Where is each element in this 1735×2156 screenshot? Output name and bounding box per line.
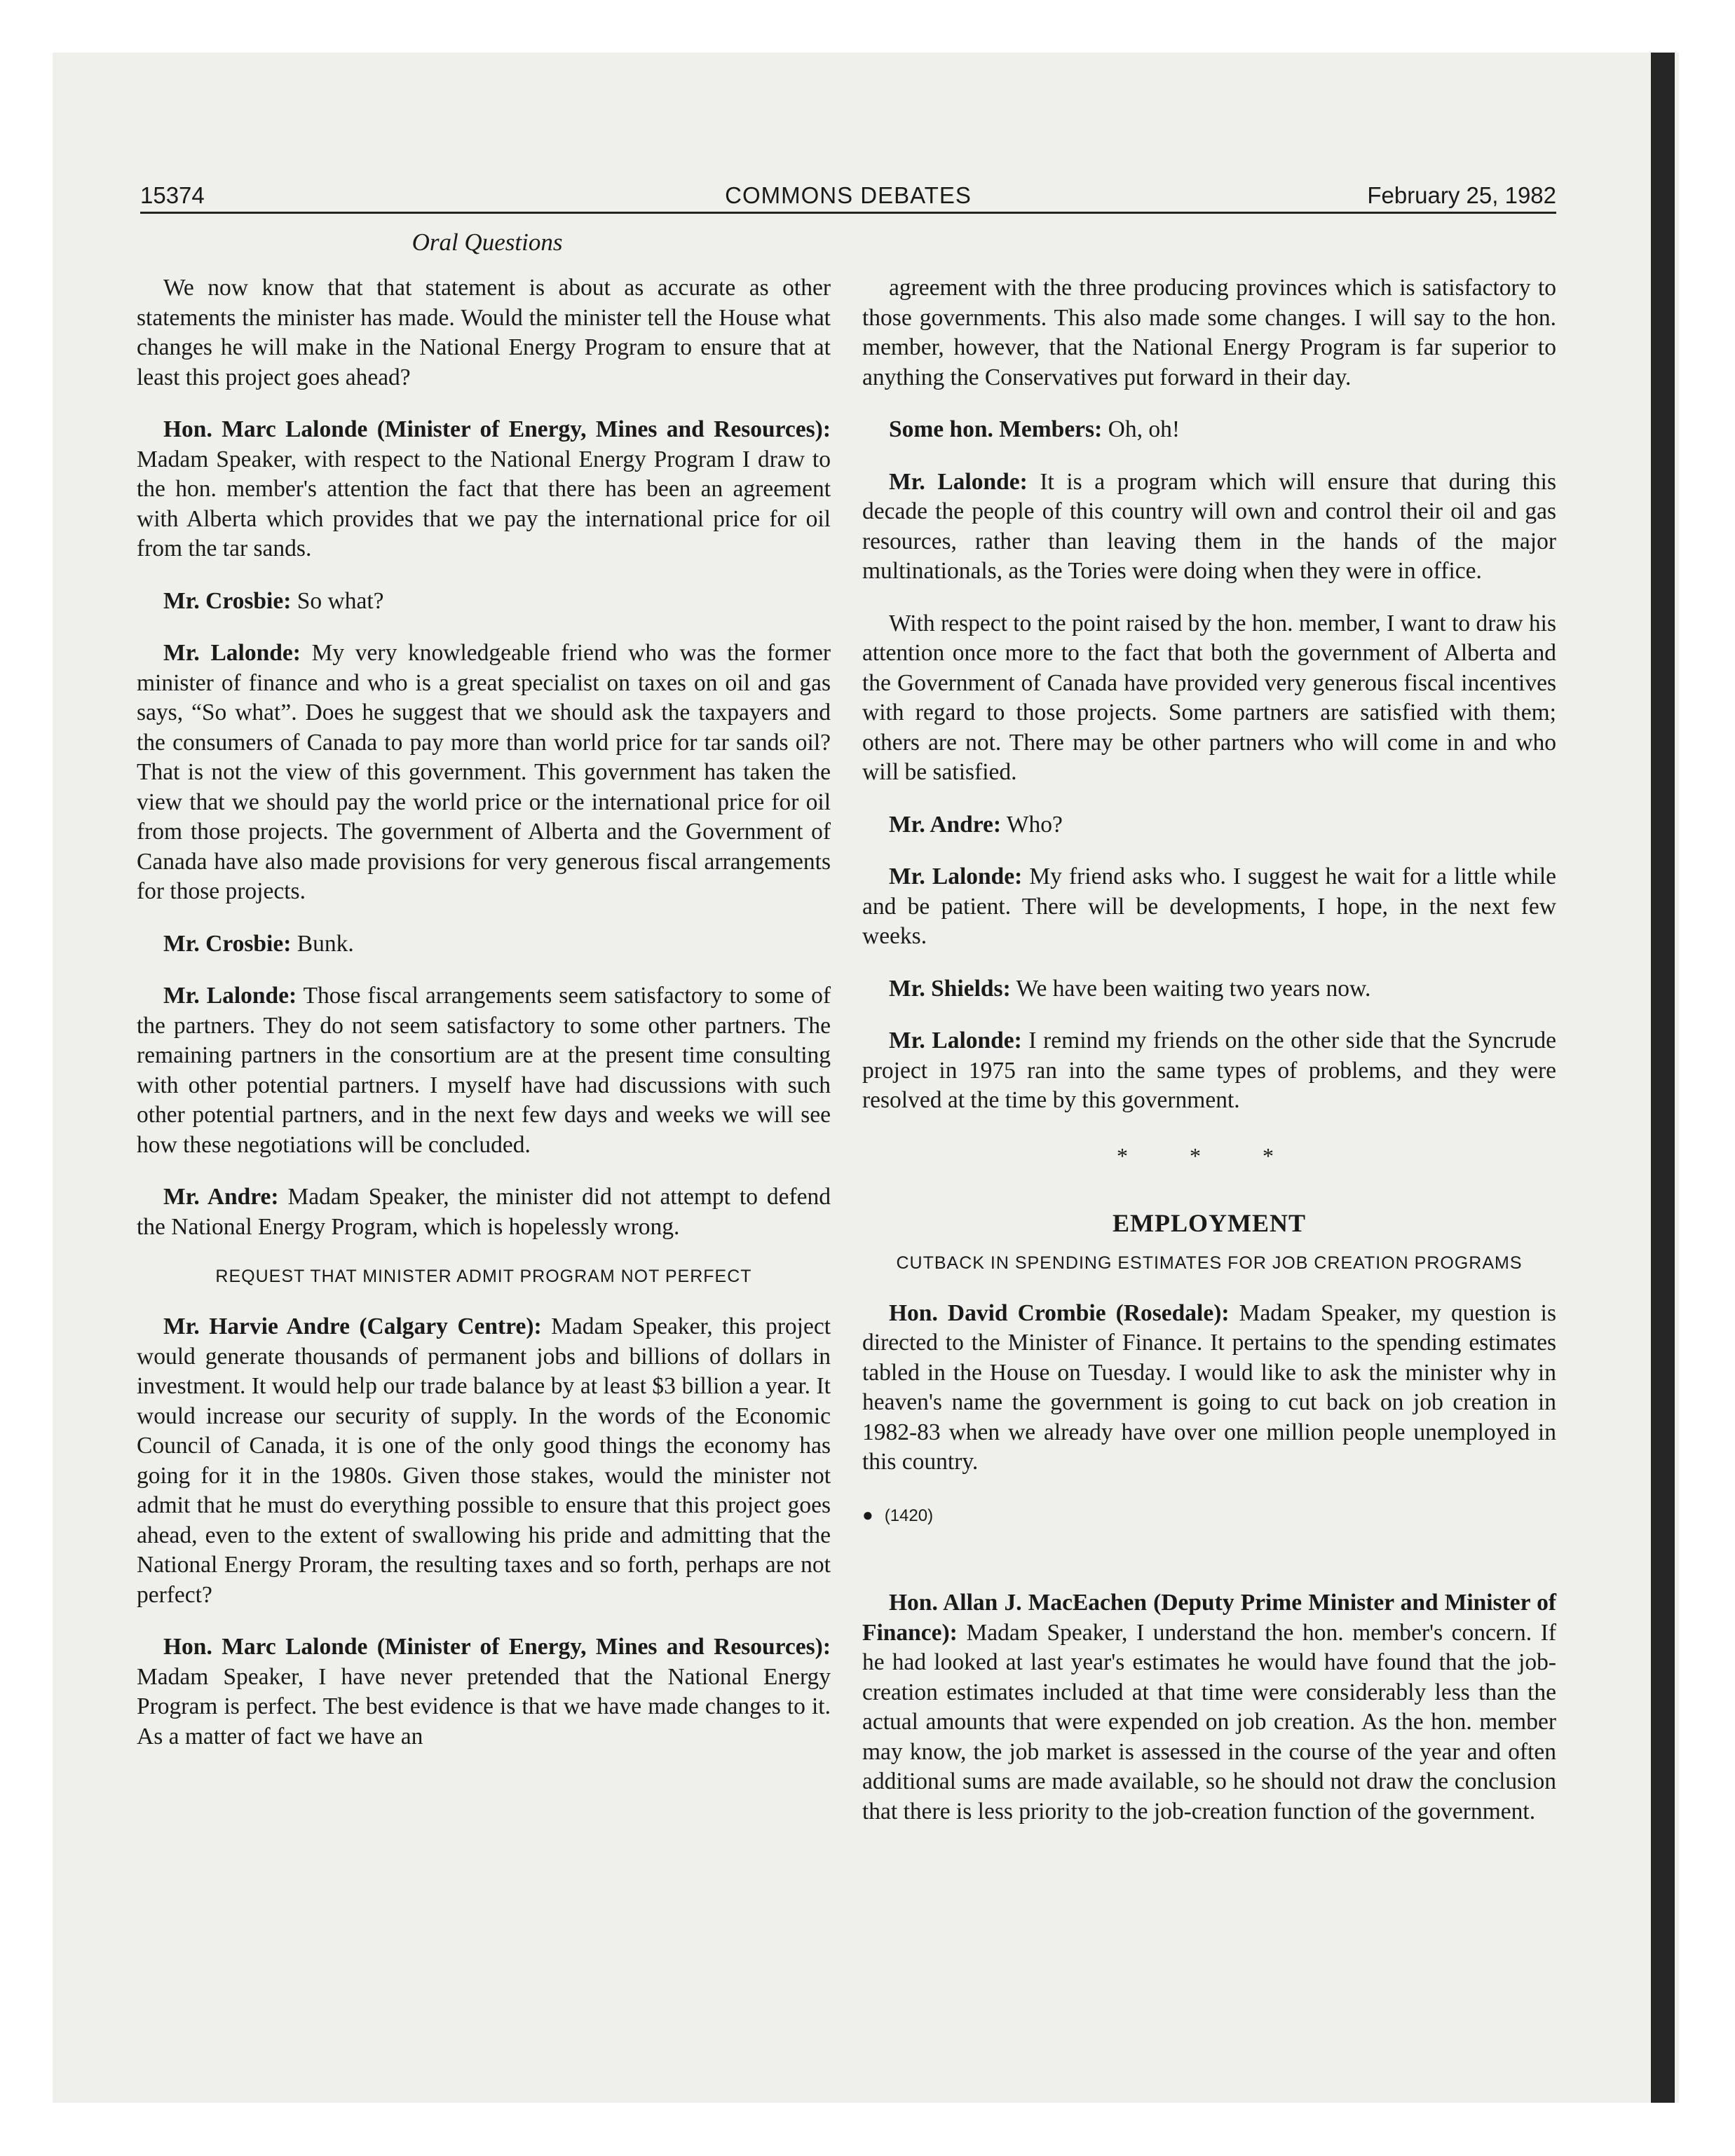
section-heading: EMPLOYMENT	[1113, 1209, 1306, 1237]
debate-paragraph	[862, 415, 1556, 445]
speaker-name: Mr. Andre:	[889, 811, 1002, 838]
speech-text: It is a program which will ensure that during this decade the people of this country will own and control their oil and gas resources, rather than leaving them in the hands of the major multinationals, as the Tories were doing when they were in office.	[862, 468, 1556, 584]
debate-paragraph	[137, 587, 831, 617]
speech-text: Madam Speaker, with respect to the National Energy Program I draw to the hon. member's attention the fact that there has been an agreement with Alberta which provides that we pay the international price for oil from the tar sands.	[137, 446, 831, 561]
speaker-name: Mr. Lalonde:	[889, 468, 1028, 495]
debate-paragraph	[137, 1182, 831, 1242]
speaker-name: Mr. Crosbie:	[163, 930, 292, 957]
time-marker-text: (1420)	[884, 1506, 934, 1525]
speech-text: So what?	[297, 587, 384, 614]
debate-paragraph	[862, 1588, 1556, 1827]
speech-text: Oh, oh!	[1108, 416, 1180, 442]
debate-paragraph	[137, 1632, 831, 1752]
speaker-name: Hon. David Crombie (Rosedale):	[889, 1299, 1230, 1326]
time-marker	[862, 1500, 1556, 1531]
speech-text: Bunk.	[297, 930, 354, 957]
speaker-name: Mr. Harvie Andre (Calgary Centre):	[163, 1314, 542, 1339]
speech-text: Madam Speaker, the minister did not attempt to defend the National Energy Program, which is hopelessly wrong.	[137, 1184, 831, 1240]
speech-text: Madam Speaker, I understand the hon. member's concern. If he had looked at last year's estimates he would have found that the job-creation estimates included at that time were considerably less than the actual amounts that were expended on job creation. As the hon. member may know, the job market is assessed in the course of the year and often additional sums are made available, so he should not draw the conclusion that there is less priority to the job-creation function of the government.	[862, 1619, 1557, 1824]
page-header	[140, 181, 1556, 214]
speaker-name: Hon. Marc Lalonde (Minister of Energy, Mines and Resources):	[163, 1634, 831, 1660]
speaker-name: Mr. Lalonde:	[889, 1028, 1022, 1053]
speaker-name: Mr. Crosbie:	[163, 587, 292, 614]
speech-text: My friend asks who. I suggest he wait for a little while and be patient. There will be developments, I hope, in the next few weeks.	[862, 864, 1557, 949]
speech-text: Those fiscal arrangements seem satisfactory to some of the partners. They do not seem satisfactory to some other partners. The remaining partners in the consortium are at the present time consulting with other potential partners. I myself have had discussions with such other potential partners, and in the next few days and weeks we will see how these negotiations will be concluded.	[137, 983, 831, 1158]
debate-paragraph	[137, 273, 831, 393]
speaker-name: Some hon. Members:	[889, 416, 1103, 442]
debate-paragraph	[137, 639, 831, 907]
speaker-name: Hon. Marc Lalonde (Minister of Energy, Mines and Resources):	[163, 416, 831, 442]
speaker-name: Mr. Andre:	[163, 1184, 279, 1210]
sub-heading: CUTBACK IN SPENDING ESTIMATES FOR JOB CREATION PROGRAMS	[896, 1253, 1523, 1273]
page-number: 15374	[140, 182, 205, 208]
bullet-icon: ●	[862, 1503, 873, 1525]
speaker-name: Mr. Shields:	[889, 975, 1011, 1002]
speech-text: Who?	[1006, 811, 1063, 838]
debate-paragraph	[862, 810, 1556, 840]
speaker-name: Mr. Lalonde:	[163, 640, 301, 666]
asterisk-divider: * * *	[1117, 1142, 1302, 1168]
debate-paragraph	[137, 929, 831, 960]
speech-text: agreement with the three producing provinces which is satisfactory to those governments. This also made some changes. I will say to the hon. member, however, that the National Energy Program is far superior to anything the Conservatives put forward in their day.	[862, 275, 1556, 390]
debate-paragraph	[137, 981, 831, 1160]
speech-text: With respect to the point raised by the hon. member, I want to draw his attention once more to the fact that both the government of Alberta and the Government of Canada have provided very generous fiscal incentives with regard to those projects. Some partners are satisfied with them; others are not. There may be other partners who will come in and who will be satisfied.	[862, 610, 1556, 785]
page-date: February 25, 1982	[1367, 182, 1556, 208]
speech-text: My very knowledgeable friend who was the former minister of finance and who is a great specialist on taxes on oil and gas says, “So what”. Does he suggest that we should ask the taxpayers and the consumers of Canada to pay more than world price for tar sands oil? That is not the view of this government. This government has taken the view that we should pay the world price or the international price for oil from those projects. The government of Alberta and the Government of Canada have also made provisions for very generous fiscal arrangements for those projects.	[137, 640, 831, 904]
speaker-name: Mr. Lalonde:	[889, 864, 1023, 889]
debate-paragraph	[137, 1312, 831, 1610]
speech-text: Madam Speaker, my question is directed to the Minister of Finance. It pertains to the spending estimates tabled in the House on Tuesday. I would like to ask the minister why in heaven's name the government is going to cut back on job creation in 1982-83 when we already have over one million people unemployed in this country.	[862, 1299, 1556, 1475]
debate-paragraph	[862, 468, 1556, 587]
sub-heading: REQUEST THAT MINISTER ADMIT PROGRAM NOT PERFECT	[215, 1267, 752, 1286]
debate-paragraph	[862, 1299, 1556, 1478]
speech-text: Madam Speaker, I have never pretended that the National Energy Program is perfect. The best evidence is that we have made changes to it. As a matter of fact we have an	[137, 1663, 831, 1749]
debate-paragraph	[862, 862, 1556, 952]
speech-text: I remind my friends on the other side that the Syncrude project in 1975 ran into the same types of problems, and they were resolved at the time by this government.	[862, 1028, 1556, 1113]
speech-text: Madam Speaker, this project would generate thousands of permanent jobs and billions of dollars in investment. It would help our trade balance by at least $3 billion a year. It would increase our security of supply. In the words of the Economic Council of Canada, it is one of the only good things the economy has going for it in the 1980s. Given those stakes, would the minister not admit that he must do everything possible to ensure that this project goes ahead, even to the extent of swallowing his pride and admitting that the National Energy Proram, the resulting taxes and so forth, perhaps are not perfect?	[137, 1314, 831, 1608]
debate-paragraph	[137, 415, 831, 564]
right-column	[862, 273, 1556, 1849]
speaker-name: Hon. Allan J. MacEachen (Deputy Prime Minister and Minister of Finance):	[862, 1590, 1556, 1646]
speaker-name: Mr. Lalonde:	[163, 983, 297, 1009]
speech-text: We have been waiting two years now.	[1016, 975, 1371, 1002]
journal-title: COMMONS DEBATES	[725, 182, 972, 208]
debate-paragraph	[862, 273, 1556, 393]
section-label: Oral Questions	[411, 228, 563, 256]
left-column	[137, 273, 831, 1774]
binding-edge	[1651, 53, 1675, 2103]
debate-paragraph	[862, 1026, 1556, 1116]
debate-paragraph	[862, 974, 1556, 1004]
debate-paragraph	[862, 609, 1556, 788]
speech-text: We now know that that statement is about as accurate as other statements the minister has made. Would the minister tell the House what changes he will make in the National Energy Program to ensure that at least this project goes ahead?	[137, 275, 831, 390]
